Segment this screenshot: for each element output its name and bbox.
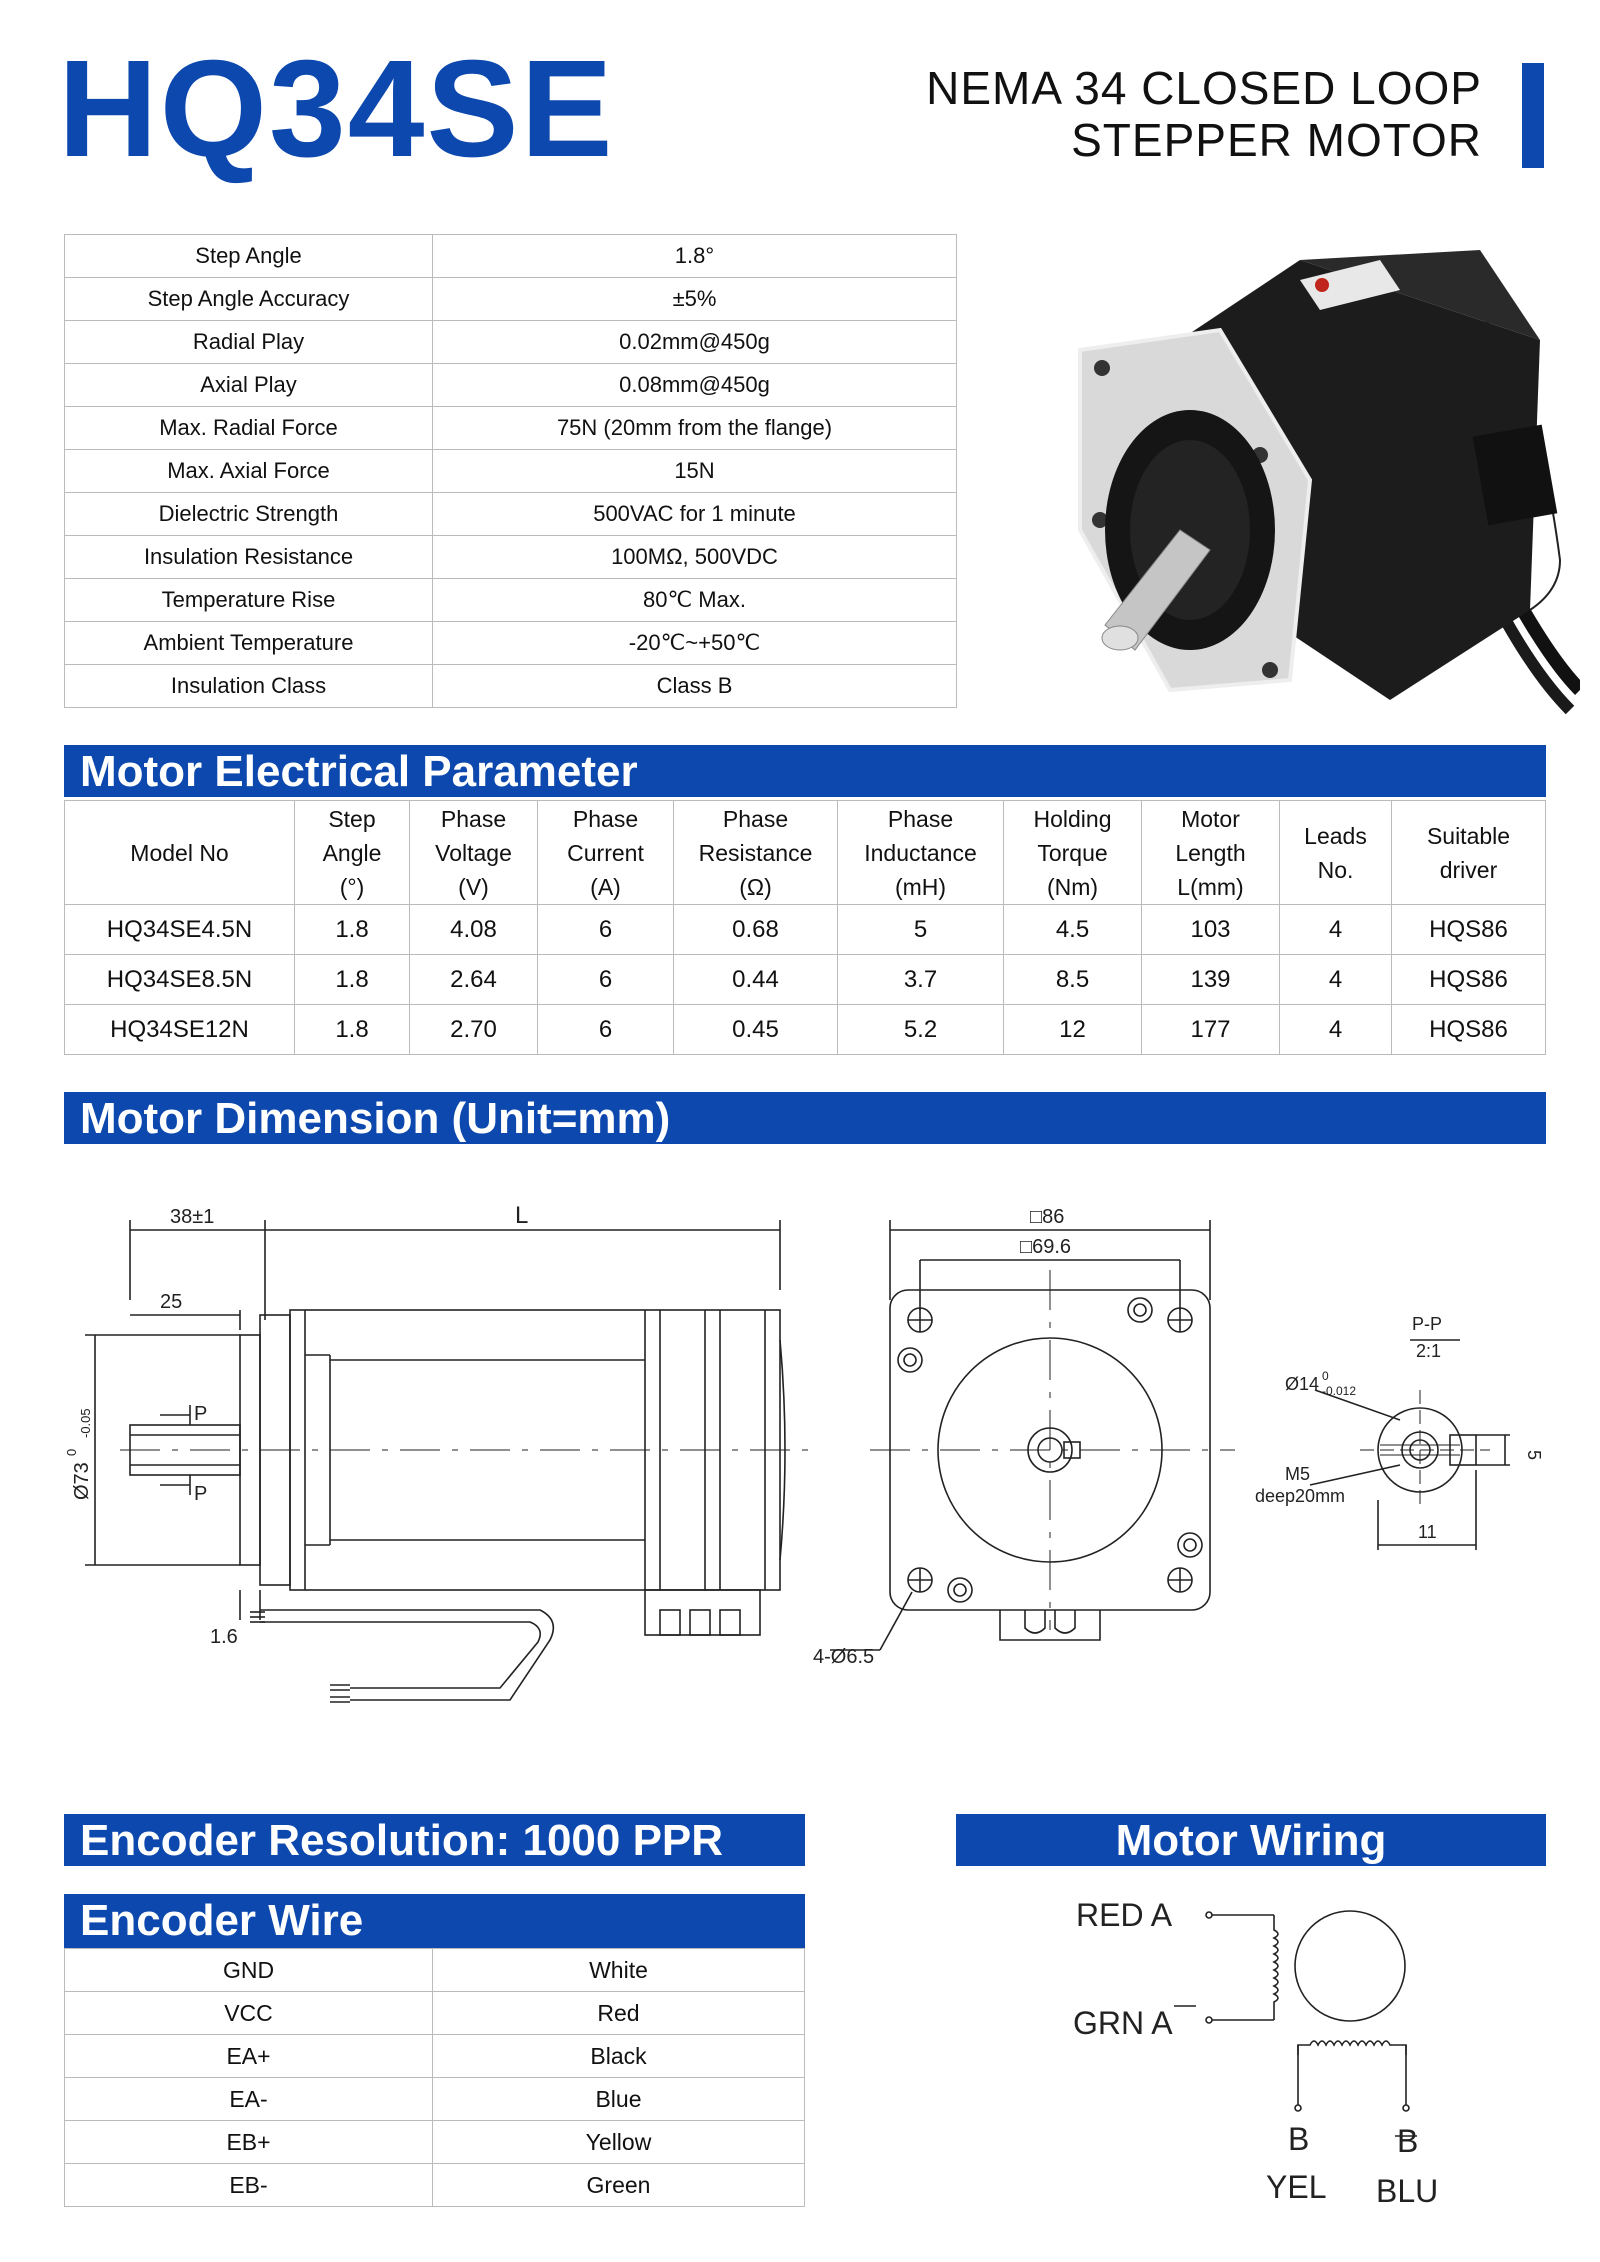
dim-shaft-tol-dn: -0.05 (78, 1408, 93, 1438)
electrical-table (64, 800, 1546, 1055)
spec-label: Dielectric Strength (65, 493, 433, 536)
wiring-labels (1073, 1897, 1438, 2209)
spec-label: Max. Radial Force (65, 407, 433, 450)
header-text: Phase (887, 805, 954, 832)
cell: 3.7 (838, 955, 1004, 1005)
table-row (65, 493, 957, 536)
dim-square-69: □69.6 (1020, 1236, 1072, 1258)
header-text: (V) (458, 873, 489, 900)
col-length (1142, 801, 1280, 905)
cell: 1.8 (295, 905, 410, 955)
table-row (65, 955, 1546, 1005)
table-row (65, 321, 957, 364)
dim-d14: Ø14 (1285, 1374, 1320, 1394)
spec-value: 100MΩ, 500VDC (433, 536, 957, 579)
color-cell: Blue (433, 2078, 805, 2121)
spec-value: 0.02mm@450g (433, 321, 957, 364)
table-row (65, 364, 957, 407)
dim-holes: 4-Ø6.5 (813, 1646, 875, 1668)
encoder-wire-table (64, 1948, 805, 2207)
cell: 0.45 (674, 1005, 838, 1055)
table-row (65, 536, 957, 579)
col-resistance (674, 801, 838, 905)
table-header-row (65, 801, 1546, 905)
spec-value: 80℃ Max. (433, 579, 957, 622)
cell: 177 (1142, 1005, 1280, 1055)
dimension-drawing (60, 1180, 1560, 1740)
signal-cell: EB+ (65, 2121, 433, 2164)
dim-25: 25 (160, 1291, 183, 1313)
signal-cell: EA- (65, 2078, 433, 2121)
col-leads (1280, 801, 1392, 905)
col-torque (1004, 801, 1142, 905)
header-text: Inductance (864, 839, 977, 866)
spec-value: 15N (433, 450, 957, 493)
header-text: L(mm) (1177, 873, 1244, 900)
col-driver (1392, 801, 1546, 905)
section-scale: 2:1 (1416, 1341, 1442, 1361)
table-row (65, 450, 957, 493)
cell: 6 (538, 955, 674, 1005)
dim-shaft-tol-up: 0 (64, 1448, 79, 1456)
cell: HQS86 (1392, 1005, 1546, 1055)
label-blu: BLU (1376, 2173, 1439, 2209)
table-row (65, 1992, 805, 2035)
encoder-resolution: Encoder Resolution: 1000 PPR (64, 1814, 805, 1866)
dim-d14-tol-up: 0 (1322, 1369, 1329, 1383)
table-row (65, 2078, 805, 2121)
spec-label: Insulation Class (65, 665, 433, 708)
spec-value: 500VAC for 1 minute (433, 493, 957, 536)
header-text: Resistance (698, 839, 813, 866)
cell: 6 (538, 1005, 674, 1055)
header-text: Torque (1037, 839, 1108, 866)
header-text: Voltage (435, 839, 512, 866)
cell: 4 (1280, 955, 1392, 1005)
spec-label: Step Angle (65, 235, 433, 278)
dimension-labels (64, 1202, 1544, 1668)
table-row (65, 579, 957, 622)
header-text: Holding (1033, 805, 1112, 832)
header-text: Current (567, 839, 644, 866)
dim-key-5: 5 (1524, 1450, 1544, 1461)
cell: 8.5 (1004, 955, 1142, 1005)
cell: 0.68 (674, 905, 838, 955)
header-text: Phase (572, 805, 639, 832)
cell: 12 (1004, 1005, 1142, 1055)
header-text: No. (1317, 856, 1354, 883)
dim-square-86: □86 (1030, 1206, 1065, 1228)
col-voltage (410, 801, 538, 905)
cell: 6 (538, 905, 674, 955)
label-yel: YEL (1266, 2169, 1327, 2205)
dim-deep: deep20mm (1255, 1486, 1346, 1506)
dim-1-6: 1.6 (210, 1626, 238, 1648)
color-cell: Black (433, 2035, 805, 2078)
cell: 4.08 (410, 905, 538, 955)
color-cell: Red (433, 1992, 805, 2035)
spec-value: ±5% (433, 278, 957, 321)
cell: 5 (838, 905, 1004, 955)
header-text: (Nm) (1046, 873, 1099, 900)
spec-label: Max. Axial Force (65, 450, 433, 493)
header-text: Step (328, 805, 376, 832)
side-view (85, 1220, 820, 1702)
spec-label: Radial Play (65, 321, 433, 364)
spec-label: Axial Play (65, 364, 433, 407)
header-text: driver (1439, 856, 1498, 883)
spec-value: 1.8° (433, 235, 957, 278)
dim-shaft-dia: Ø73 (71, 1462, 93, 1500)
table-row (65, 665, 957, 708)
table-row (65, 2035, 805, 2078)
table-row (65, 407, 957, 450)
cell: 2.70 (410, 1005, 538, 1055)
motor-photo (1060, 230, 1580, 720)
dim-11: 11 (1418, 1522, 1437, 1542)
label-red-a: RED A (1076, 1897, 1173, 1933)
cell: HQ34SE12N (65, 1005, 295, 1055)
header-text: Leads (1304, 822, 1367, 849)
signal-cell: GND (65, 1949, 433, 1992)
table-row (65, 2164, 805, 2207)
cell: 0.44 (674, 955, 838, 1005)
header-text: (A) (590, 873, 621, 900)
table-row (65, 278, 957, 321)
section-label-pp: P-P (1412, 1314, 1443, 1334)
col-step-angle (295, 801, 410, 905)
spec-label: Insulation Resistance (65, 536, 433, 579)
product-subtitle (926, 62, 1482, 166)
spec-label: Temperature Rise (65, 579, 433, 622)
table-row (65, 1949, 805, 1992)
col-inductance (838, 801, 1004, 905)
spec-label: Ambient Temperature (65, 622, 433, 665)
header-text: Phase (722, 805, 789, 832)
label-b-bar: B (1397, 2123, 1419, 2159)
cell: 139 (1142, 955, 1280, 1005)
cell: HQS86 (1392, 905, 1546, 955)
electrical-section-title: Motor Electrical Parameter (64, 745, 1546, 797)
spec-table (64, 234, 957, 708)
model-title: HQ34SE (58, 32, 615, 186)
section-p-top: P (194, 1403, 208, 1425)
motor-wiring-title: Motor Wiring (956, 1814, 1546, 1866)
header-text: Length (1175, 839, 1246, 866)
table-row (65, 235, 957, 278)
cell: HQ34SE4.5N (65, 905, 295, 955)
header-text: (mH) (894, 873, 947, 900)
subtitle-line-2: STEPPER MOTOR (1071, 114, 1482, 166)
header-text: Angle (322, 839, 382, 866)
cell: HQS86 (1392, 955, 1546, 1005)
label-b: B (1288, 2121, 1310, 2157)
signal-cell: VCC (65, 1992, 433, 2035)
header-text: Phase (440, 805, 507, 832)
color-cell: White (433, 1949, 805, 1992)
wiring-diagram (1056, 1880, 1486, 2230)
color-cell: Green (433, 2164, 805, 2207)
table-row (65, 2121, 805, 2164)
spec-label: Step Angle Accuracy (65, 278, 433, 321)
label-grn-a: GRN A (1073, 2005, 1173, 2041)
spec-value: 0.08mm@450g (433, 364, 957, 407)
cell: 1.8 (295, 955, 410, 1005)
dim-m5: M5 (1285, 1464, 1311, 1484)
header-text: (Ω) (739, 873, 772, 900)
dim-38: 38±1 (170, 1206, 215, 1228)
spec-value: Class B (433, 665, 957, 708)
header-text: Suitable (1426, 822, 1511, 849)
dim-L: L (515, 1202, 529, 1229)
shaft-section (1310, 1340, 1510, 1550)
table-row (65, 905, 1546, 955)
table-row (65, 1005, 1546, 1055)
cell: 2.64 (410, 955, 538, 1005)
signal-cell: EB- (65, 2164, 433, 2207)
dim-d14-tol-dn: -0.012 (1322, 1384, 1357, 1398)
cell: 4 (1280, 1005, 1392, 1055)
cell: 103 (1142, 905, 1280, 955)
cell: 1.8 (295, 1005, 410, 1055)
cell: 4 (1280, 905, 1392, 955)
spec-value: 75N (20mm from the flange) (433, 407, 957, 450)
cell: 5.2 (838, 1005, 1004, 1055)
spec-value: -20℃~+50℃ (433, 622, 957, 665)
table-row (65, 622, 957, 665)
dimension-section-title: Motor Dimension (Unit=mm) (64, 1092, 1546, 1144)
encoder-wire-title: Encoder Wire (64, 1894, 805, 1948)
cell: 4.5 (1004, 905, 1142, 955)
color-cell: Yellow (433, 2121, 805, 2164)
accent-bar (1522, 63, 1544, 168)
header-text: Model No (130, 839, 229, 866)
header-text: (°) (339, 873, 365, 900)
col-current (538, 801, 674, 905)
section-p-bottom: P (194, 1483, 208, 1505)
front-view (830, 1220, 1235, 1650)
subtitle-line-1: NEMA 34 CLOSED LOOP (926, 62, 1482, 114)
signal-cell: EA+ (65, 2035, 433, 2078)
cell: HQ34SE8.5N (65, 955, 295, 1005)
col-model (65, 801, 295, 905)
header-text: Motor (1181, 805, 1240, 832)
